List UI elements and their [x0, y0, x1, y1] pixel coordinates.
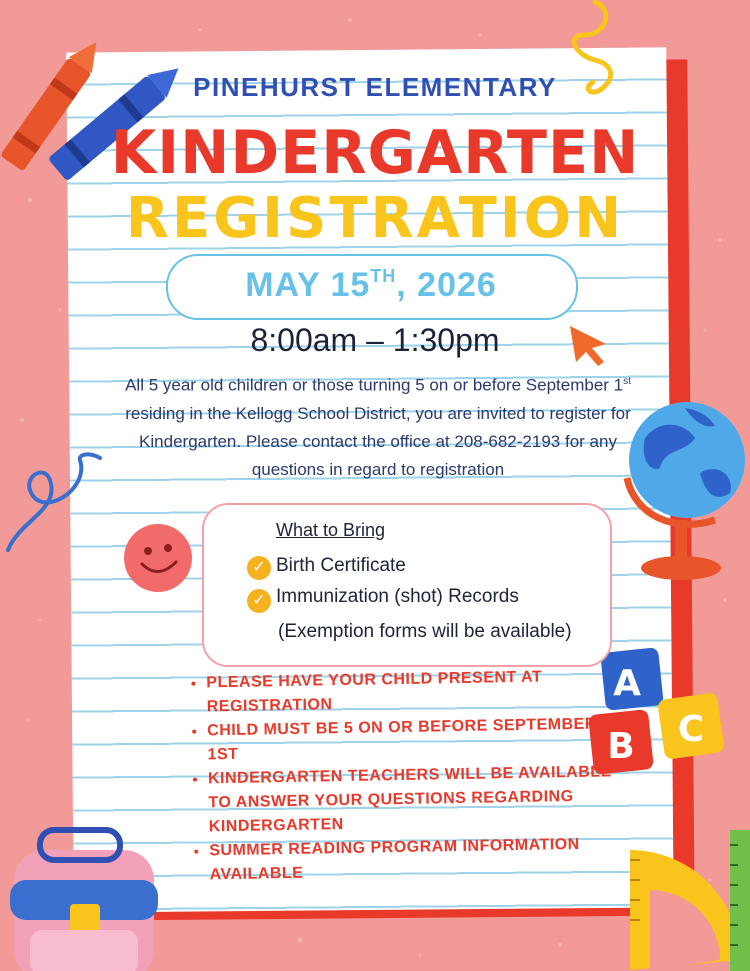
intro-text-1: All 5 year old children or those turning 5 on or before September 1: [125, 375, 624, 395]
bring-item-immunization: Immunization (shot) Records: [276, 586, 519, 607]
school-name: PINEHURST ELEMENTARY: [193, 72, 557, 102]
bring-item-birth-certificate: Birth Certificate: [276, 555, 406, 576]
info-bullet-list: [184, 664, 618, 887]
bullet-item: • PLEASE HAVE YOUR CHILD PRESENT AT REGISTRATION: [206, 664, 615, 719]
what-to-bring-title: What to Bring: [276, 520, 386, 540]
block-letter-a: A: [613, 663, 641, 704]
bullet-item: • SUMMER READING PROGRAM INFORMATION AVAILABLE: [209, 832, 618, 887]
block-letter-b: B: [607, 726, 635, 767]
bullet-item: • CHILD MUST BE 5 ON OR BEFORE SEPTEMBER 1ST: [207, 712, 616, 767]
smiley-eraser-icon: [120, 518, 200, 598]
headline-registration: REGISTRATION: [125, 186, 625, 251]
blue-squiggle-icon: [0, 450, 110, 560]
event-time: 8:00am – 1:30pm: [250, 322, 500, 358]
event-date: [166, 266, 576, 305]
intro-paragraph: [108, 368, 648, 484]
check-icon: ✓: [247, 589, 271, 613]
date-suffix: TH: [370, 266, 397, 286]
backpack-icon: [0, 820, 165, 971]
headline-kindergarten: KINDERGARTEN: [110, 118, 640, 188]
block-letter-c: C: [677, 709, 705, 750]
bullet-item: • KINDERGARTEN TEACHERS WILL BE AVAILABLE TO ANSWER YOUR QUESTIONS REGARDING KINDERGARTEN: [208, 760, 617, 839]
intro-sup: st: [623, 376, 631, 387]
check-icon: ✓: [247, 556, 271, 580]
intro-text-2: residing in the Kellogg School District, you are invited to register for Kindergarten. Please contact the office at 208-682-2193 for any questions in regard to registration: [125, 403, 631, 479]
exemption-note: (Exemption forms will be available): [278, 621, 572, 642]
date-year: , 2026: [396, 266, 497, 304]
date-main: MAY 15: [245, 266, 371, 304]
ruler-icon: [728, 830, 750, 971]
